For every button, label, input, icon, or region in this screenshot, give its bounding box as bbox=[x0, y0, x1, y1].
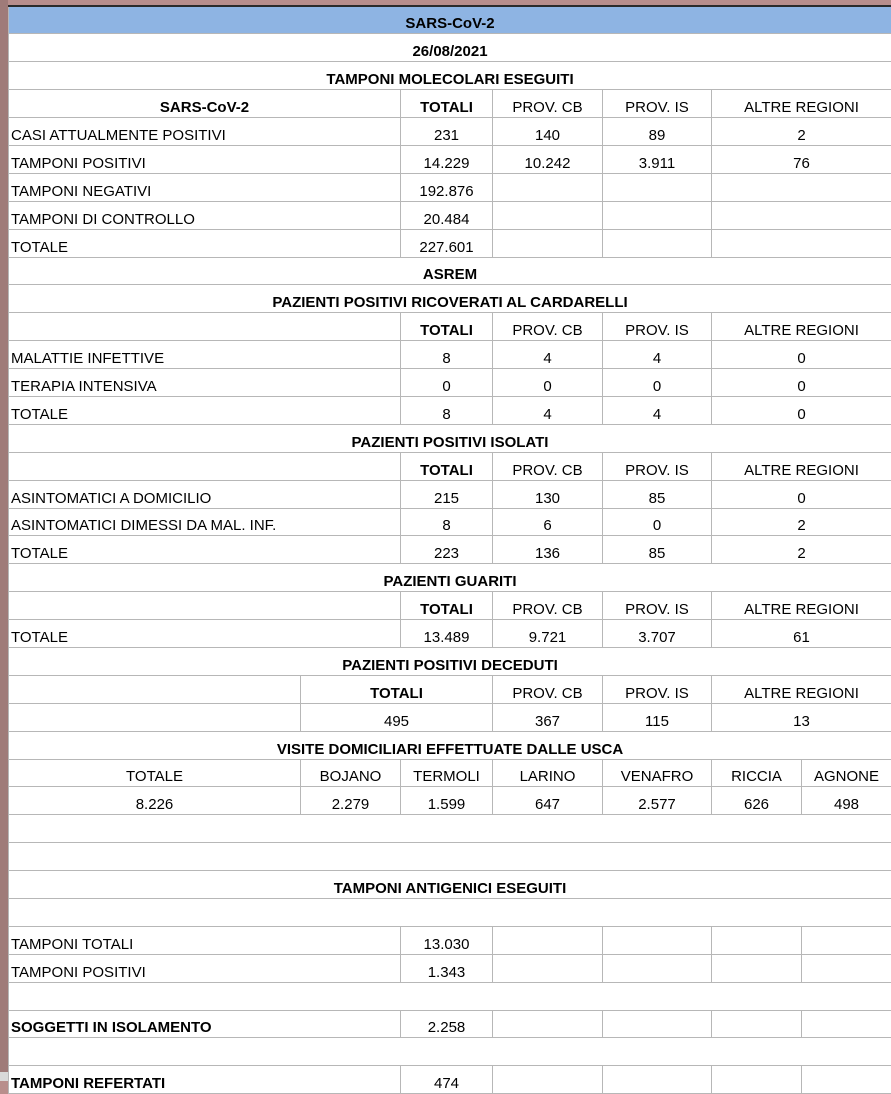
cell-usca-agnone: 498 bbox=[802, 787, 891, 815]
empty-row bbox=[9, 815, 891, 843]
cell-prov-cb: 130 bbox=[493, 480, 603, 508]
cell-totali: 495 bbox=[301, 703, 493, 731]
empty-cell bbox=[802, 1010, 891, 1038]
empty-cell bbox=[712, 1010, 802, 1038]
cell-totali: 0 bbox=[401, 369, 493, 397]
section-header-row bbox=[9, 731, 891, 759]
cell-usca-totale: 8.226 bbox=[9, 787, 301, 815]
column-header-prov-cb: PROV. CB bbox=[493, 592, 603, 620]
cell-prov-cb: 0 bbox=[493, 369, 603, 397]
cell-usca-venafro: 2.577 bbox=[603, 787, 712, 815]
cell-totali: 8 bbox=[401, 396, 493, 424]
table-row bbox=[9, 954, 891, 982]
cell-prov-is: 3.911 bbox=[603, 145, 712, 173]
empty-cell bbox=[9, 843, 891, 871]
row-label: TAMPONI NEGATIVI bbox=[9, 173, 401, 201]
cell-totali: 192.876 bbox=[401, 173, 493, 201]
cell-totali: 227.601 bbox=[401, 229, 493, 257]
cell-altre-regioni bbox=[712, 229, 891, 257]
cell-prov-cb: 136 bbox=[493, 536, 603, 564]
cell-totali: 13.489 bbox=[401, 620, 493, 648]
section-header-usca: VISITE DOMICILIARI EFFETTUATE DALLE USCA bbox=[9, 731, 891, 759]
table-row bbox=[9, 536, 891, 564]
section-header-row bbox=[9, 62, 891, 90]
row-label: TERAPIA INTENSIVA bbox=[9, 369, 401, 397]
column-header-prov-is: PROV. IS bbox=[603, 452, 712, 480]
column-header-altre-regioni: ALTRE REGIONI bbox=[712, 675, 891, 703]
column-header-totali: TOTALI bbox=[401, 90, 493, 118]
cell-prov-is bbox=[603, 173, 712, 201]
cell-prov-cb bbox=[493, 173, 603, 201]
table-row bbox=[9, 703, 891, 731]
empty-cell bbox=[802, 926, 891, 954]
section-header-row bbox=[9, 285, 891, 313]
table-row bbox=[9, 1066, 891, 1094]
row-label-blank bbox=[9, 703, 301, 731]
empty-row bbox=[9, 982, 891, 1010]
column-header-totali: TOTALI bbox=[401, 592, 493, 620]
section-header-row bbox=[9, 871, 891, 899]
cell-totali: 8 bbox=[401, 508, 493, 536]
table-row bbox=[9, 1010, 891, 1038]
table-row bbox=[9, 118, 891, 146]
cell-totali: 215 bbox=[401, 480, 493, 508]
table-row bbox=[9, 787, 891, 815]
column-header-riccia: RICCIA bbox=[712, 759, 802, 787]
cell-usca-riccia: 626 bbox=[712, 787, 802, 815]
empty-cell bbox=[712, 1066, 802, 1094]
cell-prov-cb bbox=[493, 201, 603, 229]
column-header-row bbox=[9, 592, 891, 620]
column-header-altre-regioni: ALTRE REGIONI bbox=[712, 90, 891, 118]
row-label: ASINTOMATICI A DOMICILIO bbox=[9, 480, 401, 508]
empty-row bbox=[9, 843, 891, 871]
empty-cell bbox=[603, 954, 712, 982]
cell-totali: 13.030 bbox=[401, 926, 493, 954]
section-header-row bbox=[9, 424, 891, 452]
cell-prov-is: 0 bbox=[603, 369, 712, 397]
cell-totali: 2.258 bbox=[401, 1010, 493, 1038]
empty-cell bbox=[493, 954, 603, 982]
row-label: MALATTIE INFETTIVE bbox=[9, 341, 401, 369]
row-label: TAMPONI POSITIVI bbox=[9, 145, 401, 173]
column-header-row bbox=[9, 759, 891, 787]
column-header-blank bbox=[9, 675, 301, 703]
row-label: TOTALE bbox=[9, 536, 401, 564]
column-header-altre-regioni: ALTRE REGIONI bbox=[712, 313, 891, 341]
cell-usca-larino: 647 bbox=[493, 787, 603, 815]
row-label: TOTALE bbox=[9, 620, 401, 648]
cell-prov-is: 85 bbox=[603, 480, 712, 508]
section-header-isolated: PAZIENTI POSITIVI ISOLATI bbox=[9, 424, 891, 452]
column-header-totali: TOTALI bbox=[301, 675, 493, 703]
cell-altre-regioni: 0 bbox=[712, 480, 891, 508]
cell-prov-is: 3.707 bbox=[603, 620, 712, 648]
cell-prov-cb: 4 bbox=[493, 341, 603, 369]
cell-altre-regioni: 0 bbox=[712, 341, 891, 369]
empty-cell bbox=[603, 1066, 712, 1094]
column-header-larino: LARINO bbox=[493, 759, 603, 787]
asrem-label: ASREM bbox=[9, 257, 891, 285]
section-header-antigen: TAMPONI ANTIGENICI ESEGUITI bbox=[9, 871, 891, 899]
column-header-label: SARS-CoV-2 bbox=[9, 90, 401, 118]
section-header-deceased: PAZIENTI POSITIVI DECEDUTI bbox=[9, 647, 891, 675]
column-header-blank bbox=[9, 592, 401, 620]
empty-cell bbox=[802, 954, 891, 982]
empty-cell bbox=[493, 926, 603, 954]
column-header-bojano: BOJANO bbox=[301, 759, 401, 787]
cell-prov-cb: 9.721 bbox=[493, 620, 603, 648]
cell-usca-bojano: 2.279 bbox=[301, 787, 401, 815]
cell-altre-regioni: 0 bbox=[712, 396, 891, 424]
cell-altre-regioni: 2 bbox=[712, 508, 891, 536]
table-row bbox=[9, 201, 891, 229]
section-header-row bbox=[9, 257, 891, 285]
cell-totali: 474 bbox=[401, 1066, 493, 1094]
covid-report-sheet bbox=[8, 5, 891, 1094]
table-row bbox=[9, 396, 891, 424]
section-header-row bbox=[9, 647, 891, 675]
cell-altre-regioni bbox=[712, 173, 891, 201]
sheet-title: SARS-CoV-2 bbox=[9, 6, 891, 34]
cell-altre-regioni: 13 bbox=[712, 703, 891, 731]
column-header-totali: TOTALI bbox=[401, 452, 493, 480]
cell-prov-cb: 4 bbox=[493, 396, 603, 424]
column-header-blank bbox=[9, 452, 401, 480]
column-header-prov-cb: PROV. CB bbox=[493, 675, 603, 703]
cell-totali: 20.484 bbox=[401, 201, 493, 229]
empty-cell bbox=[712, 954, 802, 982]
cell-prov-is: 0 bbox=[603, 508, 712, 536]
column-header-prov-cb: PROV. CB bbox=[493, 313, 603, 341]
column-header-prov-is: PROV. IS bbox=[603, 90, 712, 118]
cell-prov-cb: 6 bbox=[493, 508, 603, 536]
cell-usca-termoli: 1.599 bbox=[401, 787, 493, 815]
column-header-totali: TOTALI bbox=[401, 313, 493, 341]
empty-cell bbox=[9, 815, 891, 843]
empty-row bbox=[9, 899, 891, 927]
cell-prov-is: 4 bbox=[603, 341, 712, 369]
column-header-prov-cb: PROV. CB bbox=[493, 452, 603, 480]
cell-prov-is: 4 bbox=[603, 396, 712, 424]
column-header-row bbox=[9, 313, 891, 341]
cell-totali: 1.343 bbox=[401, 954, 493, 982]
table-row bbox=[9, 480, 891, 508]
column-header-agnone: AGNONE bbox=[802, 759, 891, 787]
cell-prov-is: 115 bbox=[603, 703, 712, 731]
cell-prov-cb: 10.242 bbox=[493, 145, 603, 173]
cell-altre-regioni: 0 bbox=[712, 369, 891, 397]
row-label: TAMPONI REFERTATI bbox=[9, 1066, 401, 1094]
cell-altre-regioni: 2 bbox=[712, 536, 891, 564]
cell-prov-is bbox=[603, 229, 712, 257]
cell-totali: 231 bbox=[401, 118, 493, 146]
cell-altre-regioni: 61 bbox=[712, 620, 891, 648]
cell-prov-cb bbox=[493, 229, 603, 257]
row-label: ASINTOMATICI DIMESSI DA MAL. INF. bbox=[9, 508, 401, 536]
row-label: CASI ATTUALMENTE POSITIVI bbox=[9, 118, 401, 146]
cell-prov-cb: 367 bbox=[493, 703, 603, 731]
empty-cell bbox=[493, 1010, 603, 1038]
table-row bbox=[9, 508, 891, 536]
table-row bbox=[9, 369, 891, 397]
column-header-prov-is: PROV. IS bbox=[603, 313, 712, 341]
column-header-prov-is: PROV. IS bbox=[603, 675, 712, 703]
empty-cell bbox=[9, 899, 891, 927]
column-header-row bbox=[9, 452, 891, 480]
column-header-prov-is: PROV. IS bbox=[603, 592, 712, 620]
column-header-blank bbox=[9, 313, 401, 341]
cell-totali: 14.229 bbox=[401, 145, 493, 173]
row-label: TOTALE bbox=[9, 229, 401, 257]
empty-cell bbox=[712, 926, 802, 954]
empty-cell bbox=[603, 1010, 712, 1038]
title-row bbox=[9, 6, 891, 34]
section-header-molecular: TAMPONI MOLECOLARI ESEGUITI bbox=[9, 62, 891, 90]
column-header-totale: TOTALE bbox=[9, 759, 301, 787]
table-row bbox=[9, 173, 891, 201]
table-row bbox=[9, 926, 891, 954]
report-date: 26/08/2021 bbox=[9, 34, 891, 62]
empty-cell bbox=[493, 1066, 603, 1094]
empty-row bbox=[9, 1038, 891, 1066]
empty-cell bbox=[9, 1038, 891, 1066]
cell-altre-regioni: 2 bbox=[712, 118, 891, 146]
cell-prov-is bbox=[603, 201, 712, 229]
cell-prov-cb: 140 bbox=[493, 118, 603, 146]
row-label: TAMPONI TOTALI bbox=[9, 926, 401, 954]
section-header-hospital: PAZIENTI POSITIVI RICOVERATI AL CARDARELLI bbox=[9, 285, 891, 313]
cell-prov-is: 89 bbox=[603, 118, 712, 146]
table-row bbox=[9, 341, 891, 369]
cell-altre-regioni bbox=[712, 201, 891, 229]
row-label: TOTALE bbox=[9, 396, 401, 424]
row-label: SOGGETTI IN ISOLAMENTO bbox=[9, 1010, 401, 1038]
column-header-altre-regioni: ALTRE REGIONI bbox=[712, 452, 891, 480]
section-header-row bbox=[9, 564, 891, 592]
date-row bbox=[9, 34, 891, 62]
table-row bbox=[9, 229, 891, 257]
table-row bbox=[9, 145, 891, 173]
empty-cell bbox=[603, 926, 712, 954]
empty-cell bbox=[9, 982, 891, 1010]
screen-frame-left bbox=[0, 0, 8, 1081]
row-label: TAMPONI DI CONTROLLO bbox=[9, 201, 401, 229]
column-header-altre-regioni: ALTRE REGIONI bbox=[712, 592, 891, 620]
empty-cell bbox=[802, 1066, 891, 1094]
section-header-recovered: PAZIENTI GUARITI bbox=[9, 564, 891, 592]
column-header-prov-cb: PROV. CB bbox=[493, 90, 603, 118]
cell-totali: 8 bbox=[401, 341, 493, 369]
cell-totali: 223 bbox=[401, 536, 493, 564]
column-header-termoli: TERMOLI bbox=[401, 759, 493, 787]
cell-altre-regioni: 76 bbox=[712, 145, 891, 173]
table-row bbox=[9, 620, 891, 648]
column-header-venafro: VENAFRO bbox=[603, 759, 712, 787]
cell-prov-is: 85 bbox=[603, 536, 712, 564]
row-label: TAMPONI POSITIVI bbox=[9, 954, 401, 982]
column-header-row bbox=[9, 90, 891, 118]
column-header-row bbox=[9, 675, 891, 703]
